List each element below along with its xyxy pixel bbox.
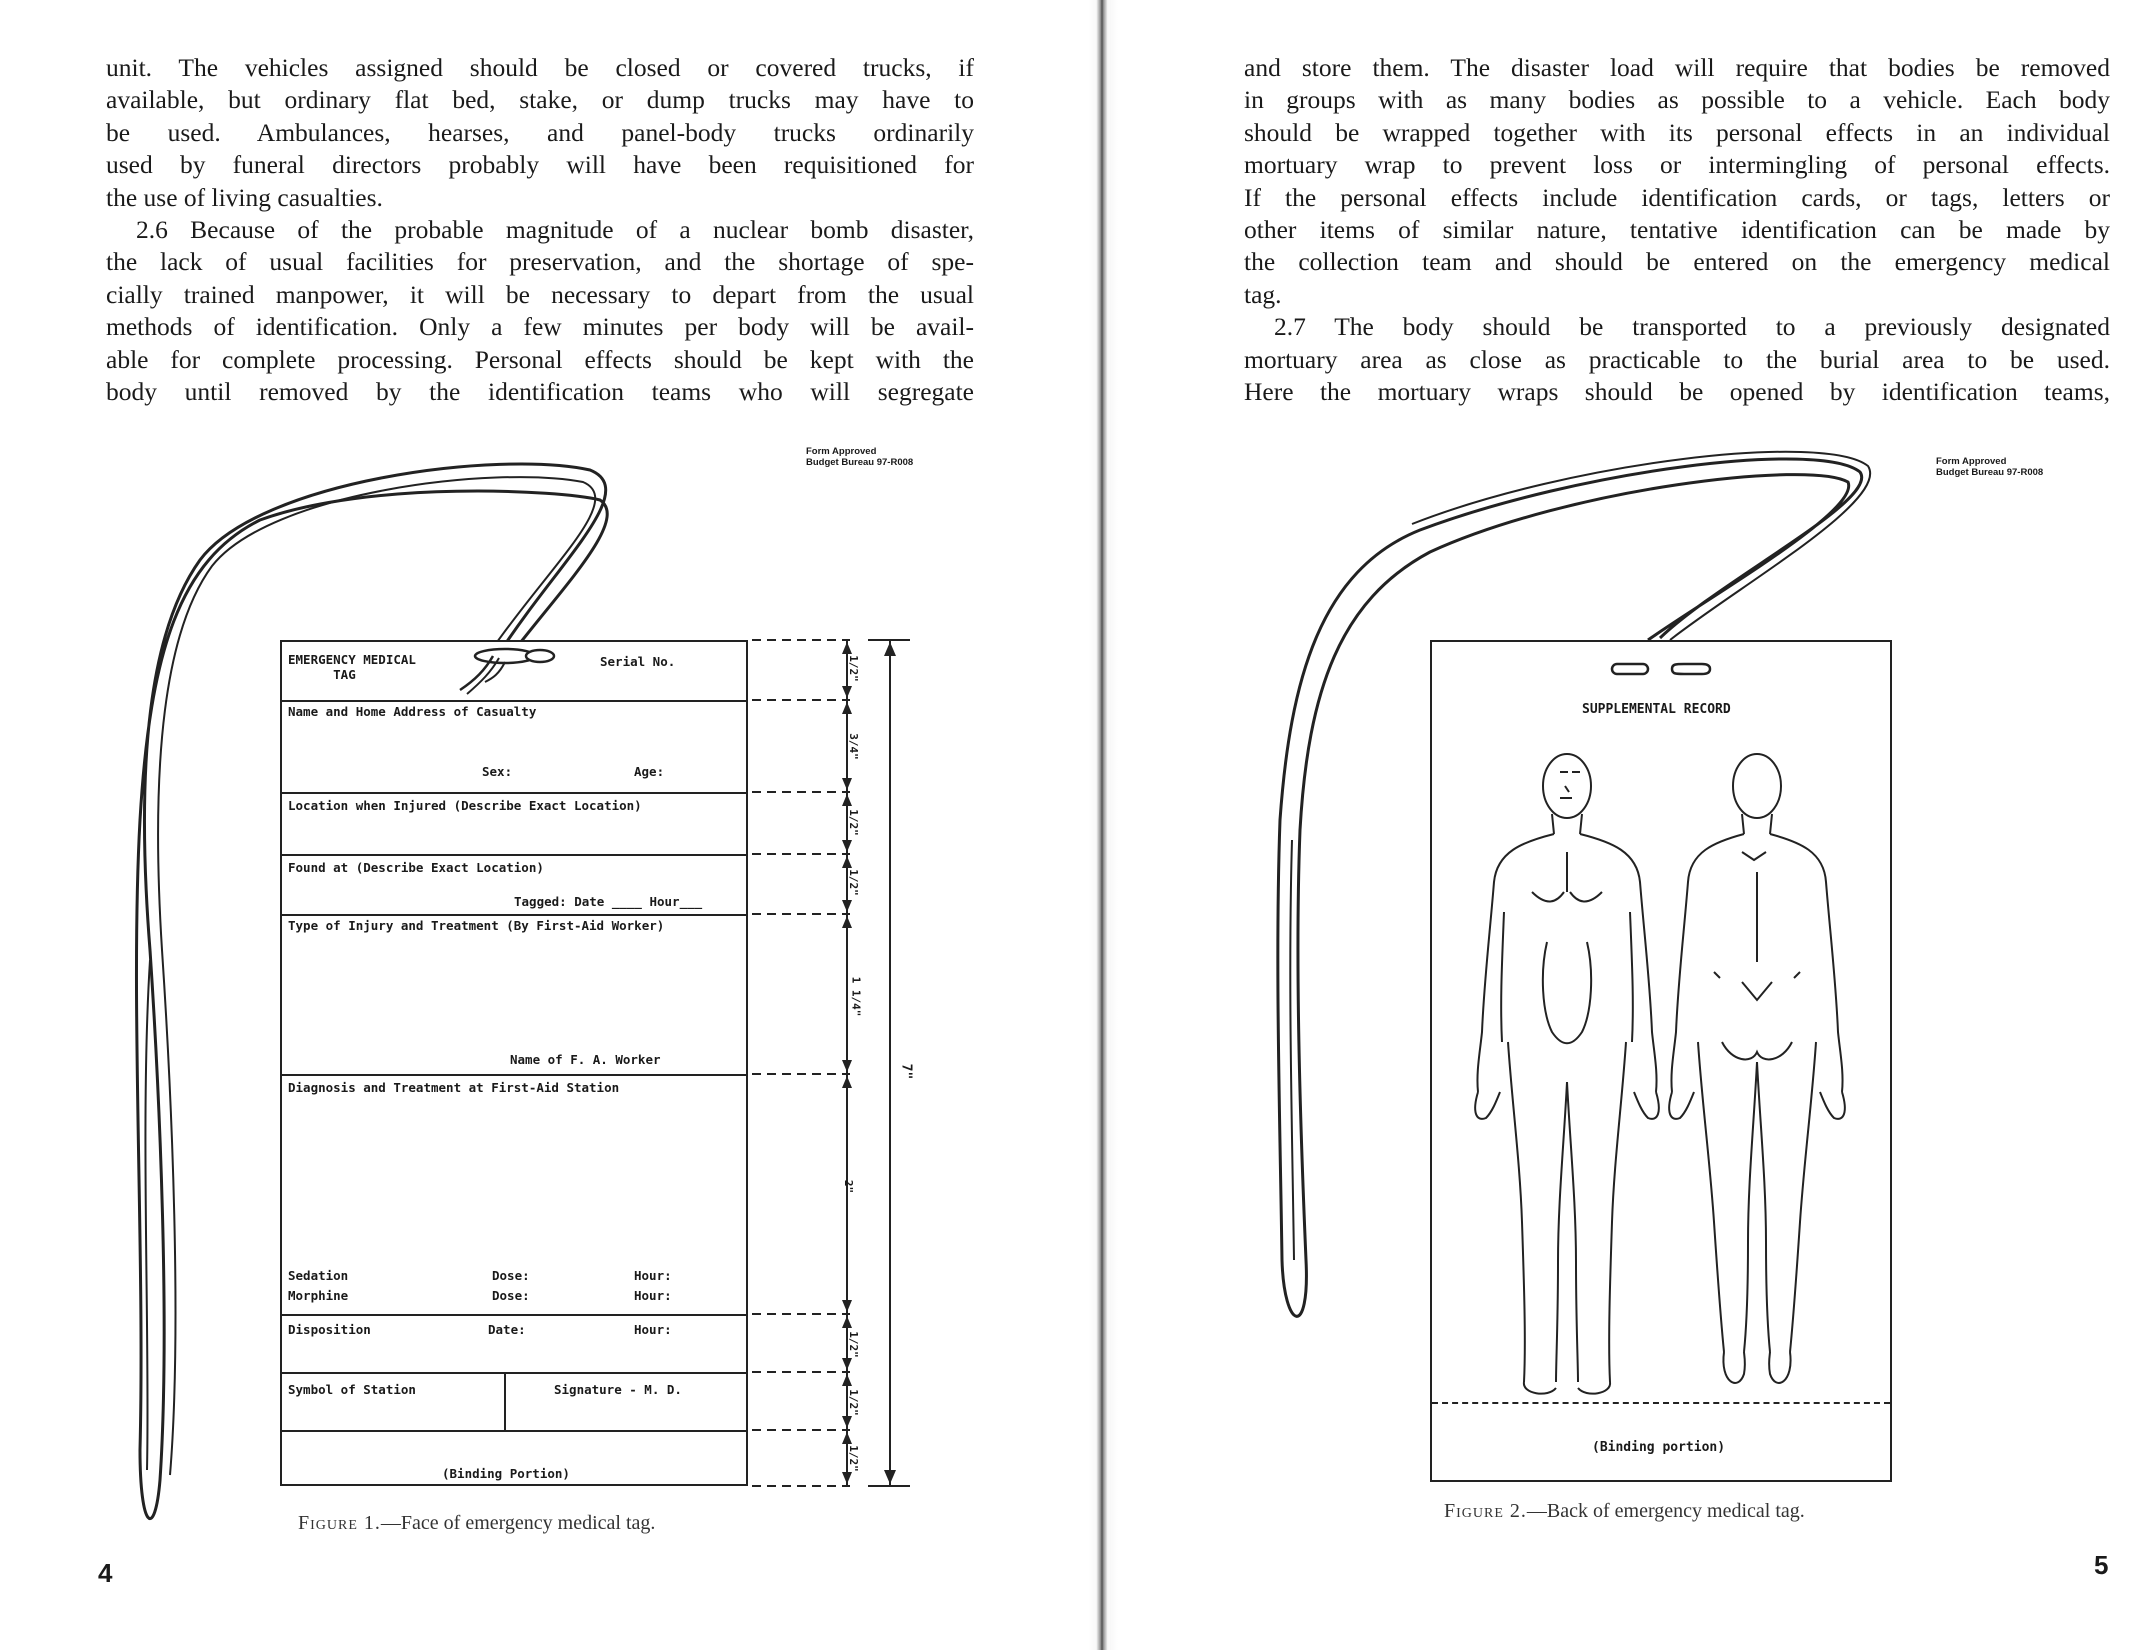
sedation-dose-label: Dose: [492, 1268, 530, 1283]
disposition-hour-label: Hour: [634, 1322, 672, 1337]
disposition-row [282, 1316, 746, 1374]
right-page [1100, 0, 2134, 1650]
text-line: the use of living casualties. [106, 182, 383, 212]
emergency-medical-tag-face [280, 640, 748, 1486]
disposition-label: Disposition [288, 1322, 371, 1337]
text-line: mortuary area as close as practicable to the burial area to be used. [1244, 344, 2110, 374]
figure2-caption [1444, 1500, 1805, 1523]
text-line: the lack of usual facilities for preservation, and the shortage of spe- [106, 247, 974, 277]
signature-label: Signature - M. D. [554, 1382, 682, 1397]
binding-portion-label: (Binding Portion) [442, 1466, 570, 1481]
emergency-medical-tag-back [1430, 640, 1892, 1482]
text-line: cially trained manpower, it will be necessary to depart from the usual [106, 279, 974, 309]
figure1-caption-text: —Face of emergency medical tag. [380, 1512, 656, 1534]
text-line: in groups with as many bodies as possible to a vehicle. Each body [1244, 85, 2110, 115]
first-aid-worker-label: Name of F. A. Worker [510, 1052, 661, 1067]
age-label: Age: [634, 764, 665, 779]
injury-treatment-label: Type of Injury and Treatment (By First-Aid Worker) [288, 918, 665, 933]
injury-treatment-row [282, 916, 746, 1076]
text-line: body until removed by the identification teams who will segregate [106, 377, 974, 407]
form-approved-note: Form Approved Budget Bureau 97-R008 [806, 446, 914, 468]
text-line: the collection team and should be entered on the emergency medical [1244, 247, 2110, 277]
morphine-hour-label: Hour: [634, 1288, 672, 1303]
dimension-label: 1/2" [846, 1445, 860, 1472]
disposition-date-label: Date: [488, 1322, 526, 1337]
dimension-label: 1 1/4" [849, 976, 863, 1017]
text-line: other items of similar nature, tentative identification can be made by [1244, 215, 2110, 245]
sedation-hour-label: Hour: [634, 1268, 672, 1283]
text-line: 2.7 The body should be transported to a previously designated [1274, 312, 2110, 342]
form-approved-note: Form Approved Budget Bureau 97-R008 [1936, 456, 2044, 478]
station-symbol-label: Symbol of Station [288, 1382, 416, 1397]
dimension-label: 2" [842, 1179, 856, 1194]
string-knot [455, 640, 575, 700]
tag-title: EMERGENCY MEDICAL TAG [288, 652, 416, 682]
figure2-caption-text: —Back of emergency medical tag. [1526, 1500, 1805, 1522]
text-line: used by funeral directors probably will have been requisitioned for [106, 150, 974, 180]
text-line: Here the mortuary wraps should be opened by identification teams, [1244, 377, 2110, 407]
text-line: 2.6 Because of the probable magnitude of a nuclear bomb disaster, [136, 215, 974, 245]
found-at-label: Found at (Describe Exact Location) [288, 860, 544, 875]
injury-location-row [282, 794, 746, 856]
text-line: unit. The vehicles assigned should be closed or covered trucks, if [106, 53, 974, 82]
text-line: and store them. The disaster load will require that bodies be removed [1244, 53, 2110, 82]
text-line: be used. Ambulances, hearses, and panel-body trucks ordinarily [106, 117, 974, 147]
text-line: should be wrapped together with its personal effects in an individual [1244, 117, 2110, 147]
figure1-caption [298, 1512, 655, 1535]
tag-dimension-scale [750, 630, 910, 1490]
casualty-name-label: Name and Home Address of Casualty [288, 704, 537, 719]
text-line: If the personal effects include identification cards, or tags, letters or [1244, 182, 2110, 212]
dimension-label: 1/2" [846, 869, 860, 896]
figure2-caption-label: Figure 2. [1444, 1500, 1527, 1522]
dimension-label: 1/2" [846, 1389, 860, 1416]
morphine-dose-label: Dose: [492, 1288, 530, 1303]
tagged-label: Tagged: Date ____ Hour___ [514, 894, 703, 909]
binding-slot-icon [1610, 660, 1720, 680]
text-line: mortuary wrap to prevent loss or intermingling of personal effects. [1244, 150, 2110, 180]
dimension-label: 1/2" [846, 655, 860, 682]
body-diagram-figure [1452, 742, 1872, 1402]
dimension-label: 1/2" [846, 1331, 860, 1358]
page-number: 5 [2094, 1550, 2109, 1580]
text-line: tag. [1244, 279, 1282, 309]
diagnosis-row [282, 1076, 746, 1316]
found-at-row [282, 856, 746, 916]
binding-portion-row [282, 1432, 746, 1486]
text-line: able for complete processing. Personal effects should be kept with the [106, 344, 974, 374]
figure1-caption-label: Figure 1. [298, 1512, 381, 1534]
binding-portion-label: (Binding portion) [1592, 1440, 1726, 1455]
dimension-label: 3/4" [846, 733, 860, 760]
casualty-name-row [282, 702, 746, 794]
diagnosis-label: Diagnosis and Treatment at First-Aid Station [288, 1080, 620, 1095]
page-number: 4 [98, 1558, 113, 1588]
supplemental-record-heading: SUPPLEMENTAL RECORD [1582, 702, 1731, 717]
dimension-label: 1/2" [846, 809, 860, 836]
sedation-label: Sedation [288, 1268, 349, 1283]
total-dimension-label: 7" [898, 1063, 914, 1080]
station-row [282, 1374, 746, 1432]
binding-dashed-line [1432, 1402, 1890, 1404]
station-divider [504, 1374, 506, 1430]
injury-location-label: Location when Injured (Describe Exact Location) [288, 798, 642, 813]
morphine-label: Morphine [288, 1288, 349, 1303]
sex-label: Sex: [482, 764, 513, 779]
text-line: methods of identification. Only a few minutes per body will be avail- [106, 312, 974, 342]
serial-number-label: Serial No. [600, 654, 676, 669]
text-line: available, but ordinary flat bed, stake, or dump trucks may have to [106, 85, 974, 115]
